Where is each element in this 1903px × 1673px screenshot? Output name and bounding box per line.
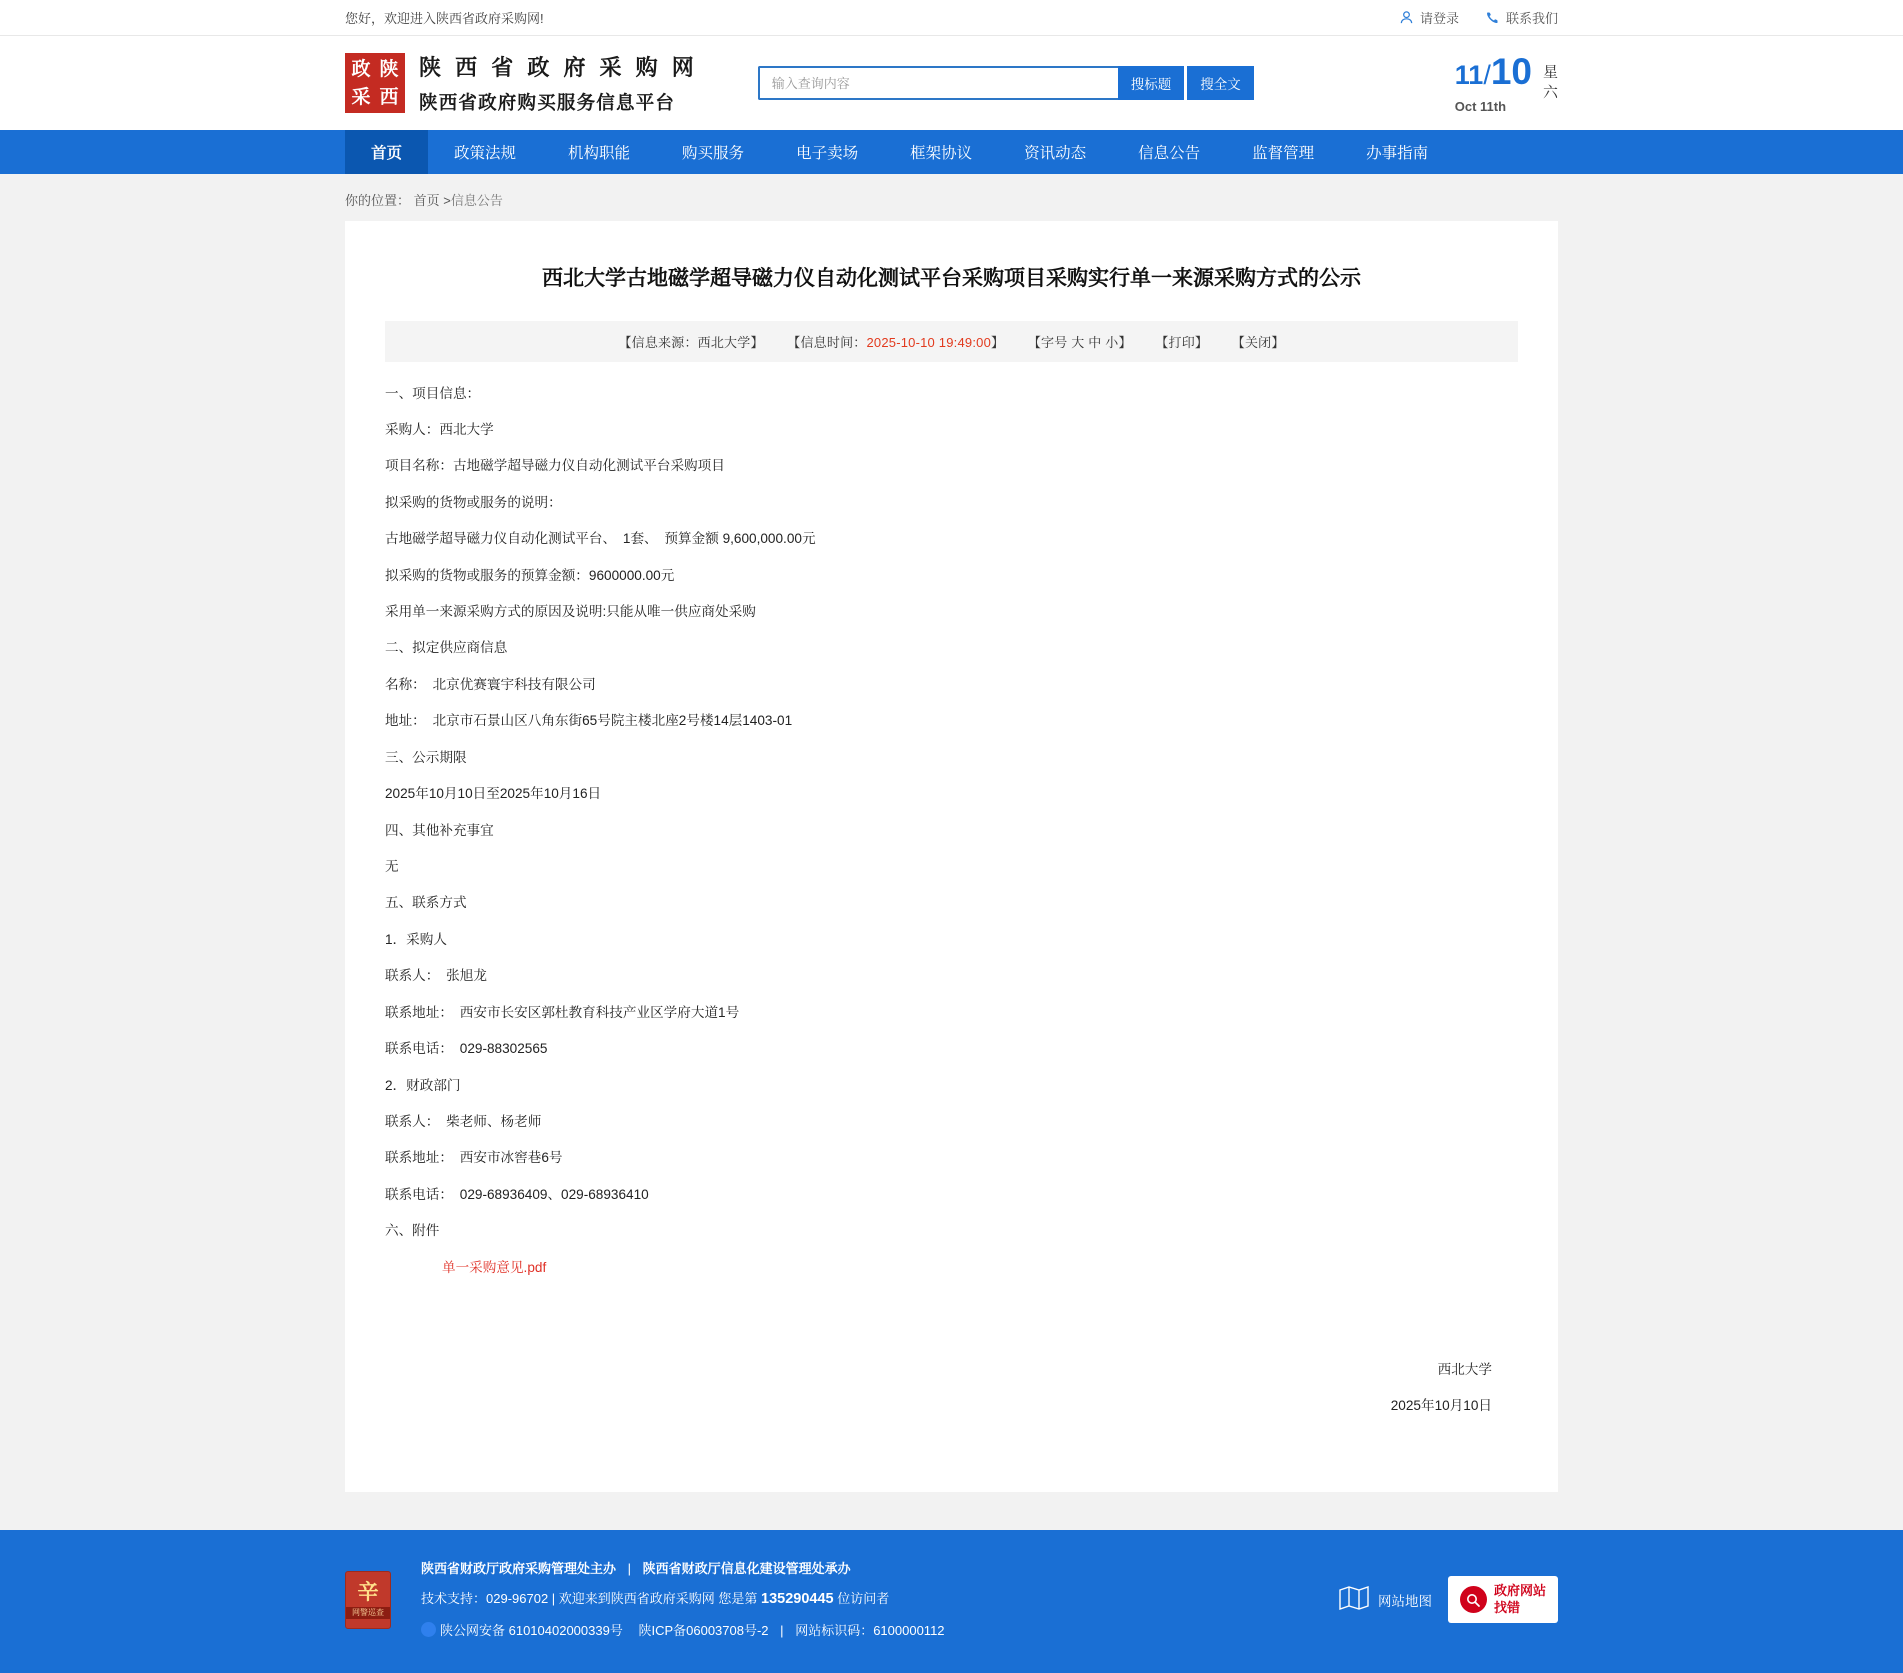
nav-item-news[interactable]: 资讯动态 bbox=[1024, 145, 1087, 162]
nav-item-policy[interactable]: 政策法规 bbox=[454, 145, 517, 162]
meta-source-close: 】 bbox=[750, 334, 764, 350]
font-medium-button[interactable]: 中 bbox=[1088, 334, 1102, 350]
weekday-line1: 星 bbox=[1542, 63, 1558, 81]
report-error-button[interactable] bbox=[1448, 1576, 1558, 1623]
magnifier-icon bbox=[1460, 1586, 1487, 1613]
search-fulltext-button[interactable]: 搜全文 bbox=[1187, 66, 1254, 100]
search-title-button[interactable]: 搜标题 bbox=[1118, 66, 1185, 100]
article-line: 六、附件 bbox=[385, 1223, 440, 1239]
article-line: 名称： 北京优赛寰宇科技有限公司 bbox=[385, 676, 596, 692]
print-button[interactable]: 【打印】 bbox=[1155, 334, 1209, 350]
site-header bbox=[0, 36, 1903, 130]
article-title: 西北大学古地磁学超导磁力仪自动化测试平台采购项目采购实行单一来源采购方式的公示 bbox=[542, 267, 1361, 290]
article-line: 拟采购的货物或服务的说明： bbox=[385, 494, 562, 510]
brand-block[interactable] bbox=[345, 51, 698, 115]
date-widget bbox=[1454, 50, 1558, 114]
seal-label: 网警巡查 bbox=[346, 1607, 390, 1619]
phone-icon bbox=[1485, 10, 1500, 25]
sitemap-link[interactable] bbox=[1339, 1585, 1432, 1614]
meta-fontsize-close: 】 bbox=[1118, 334, 1132, 350]
article-line: 联系地址： 西安市长安区郭杜教育科技产业区学府大道1号 bbox=[385, 1004, 740, 1020]
breadcrumb-current: 信息公告 bbox=[450, 193, 503, 208]
site-title: 陕 西 省 政 府 采 购 网 bbox=[419, 55, 698, 80]
footer-divider-2: | bbox=[780, 1622, 784, 1638]
logo-char-2: 陕 bbox=[379, 57, 399, 80]
breadcrumb-prefix: 你的位置： bbox=[345, 193, 411, 208]
article-line: 联系电话： 029-68936409、029-68936410 bbox=[385, 1186, 649, 1202]
report-error-line1: 政府网站 bbox=[1493, 1583, 1546, 1599]
logo-char-1: 政 bbox=[351, 57, 371, 80]
nav-item-functions[interactable]: 机构职能 bbox=[568, 145, 631, 162]
article-line: 四、其他补充事宜 bbox=[385, 822, 494, 838]
article-line: 古地磁学超导磁力仪自动化测试平台、 1套、 预算金额 9,600,000.00元 bbox=[385, 531, 816, 547]
site-identifier: 网站标识码：6100000112 bbox=[795, 1622, 945, 1638]
article-line: 2025年10月10日至2025年10月16日 bbox=[385, 786, 602, 802]
contact-label: 联系我们 bbox=[1505, 11, 1558, 26]
weekday-line2: 六 bbox=[1542, 84, 1558, 101]
date-day: 10 bbox=[1490, 50, 1532, 92]
site-footer bbox=[0, 1530, 1903, 1673]
footer-operator: 陕西省财政厅信息化建设管理处承办 bbox=[642, 1561, 851, 1577]
article-line: 五、联系方式 bbox=[385, 895, 467, 911]
footer-host: 陕西省财政厅政府采购管理处主办 bbox=[421, 1561, 617, 1577]
date-month: 11 bbox=[1454, 59, 1484, 90]
gov-security-record-link[interactable]: 陕公网安备 61010402000339号 bbox=[440, 1622, 623, 1638]
search-input[interactable] bbox=[758, 66, 1118, 100]
article-line: 2．财政部门 bbox=[385, 1077, 461, 1093]
footer-divider: | bbox=[627, 1561, 632, 1577]
breadcrumb-separator: > bbox=[443, 193, 451, 208]
article-line: 联系人： 柴老师、杨老师 bbox=[385, 1113, 542, 1129]
meta-source-label: 【信息来源： bbox=[618, 334, 698, 350]
police-badge-icon bbox=[421, 1622, 436, 1637]
login-label: 请登录 bbox=[1419, 11, 1459, 26]
article-line: 项目名称：古地磁学超导磁力仪自动化测试平台采购项目 bbox=[385, 458, 725, 474]
logo-char-3: 采 bbox=[351, 85, 371, 108]
article-body bbox=[385, 362, 1518, 1287]
nav-item-emarket[interactable]: 电子卖场 bbox=[796, 145, 859, 162]
logo-char-4: 西 bbox=[379, 85, 399, 108]
meta-time-value: 2025-10-10 19:49:00 bbox=[866, 334, 991, 350]
user-icon bbox=[1399, 10, 1414, 25]
footer-support: 技术支持：029-96702 | 欢迎来到陕西省政府采购网 您是第 bbox=[421, 1591, 758, 1607]
article-line: 三、公示期限 bbox=[385, 749, 467, 765]
article-line: 地址： 北京市石景山区八角东街65号院主楼北座2号楼14层1403-01 bbox=[385, 713, 793, 729]
article-line: 无 bbox=[385, 858, 399, 874]
article-line: 二、拟定供应商信息 bbox=[385, 640, 508, 656]
breadcrumb bbox=[0, 174, 1903, 221]
article-line: 采用单一来源采购方式的原因及说明:只能从唯一供应商处采购 bbox=[385, 604, 756, 620]
visitor-count: 135290445 bbox=[761, 1591, 834, 1608]
article-line: 采购人：西北大学 bbox=[385, 421, 494, 437]
font-small-button[interactable]: 小 bbox=[1105, 334, 1119, 350]
meta-source-value: 西北大学 bbox=[697, 334, 751, 350]
article-line: 1．采购人 bbox=[385, 931, 447, 947]
nav-item-guide[interactable]: 办事指南 bbox=[1366, 145, 1429, 162]
article-line: 联系地址： 西安市冰窖巷6号 bbox=[385, 1150, 563, 1166]
article-card bbox=[345, 221, 1558, 1492]
attachment-link[interactable]: 单一采购意见.pdf bbox=[442, 1259, 547, 1275]
signoff-organization: 西北大学 bbox=[1437, 1362, 1492, 1378]
close-button[interactable]: 【关闭】 bbox=[1231, 334, 1285, 350]
date-slash: / bbox=[1483, 59, 1491, 90]
nav-item-supervision[interactable]: 监督管理 bbox=[1252, 145, 1315, 162]
meta-time-close: 】 bbox=[991, 334, 1005, 350]
search-area bbox=[758, 66, 1254, 100]
article-line: 一、项目信息： bbox=[385, 385, 481, 401]
meta-time-label: 【信息时间： bbox=[787, 334, 867, 350]
nav-item-framework-agreement[interactable]: 框架协议 bbox=[910, 145, 973, 162]
welcome-text: 您好，欢迎进入陕西省政府采购网! bbox=[345, 11, 544, 26]
icp-record-link[interactable]: 陕ICP备06003708号-2 bbox=[638, 1622, 769, 1638]
meta-fontsize-label: 【字号 bbox=[1027, 334, 1068, 350]
site-subtitle: 陕西省政府购买服务信息平台 bbox=[419, 92, 676, 113]
date-english: Oct 11th bbox=[1454, 98, 1507, 114]
login-link[interactable] bbox=[1399, 8, 1459, 27]
font-large-button[interactable]: 大 bbox=[1071, 334, 1085, 350]
article-line: 联系人： 张旭龙 bbox=[385, 968, 487, 984]
article-meta-bar bbox=[385, 321, 1518, 362]
nav-item-home[interactable]: 首页 bbox=[345, 130, 428, 174]
article-line: 拟采购的货物或服务的预算金额：9600000.00元 bbox=[385, 567, 675, 583]
contact-link[interactable] bbox=[1485, 8, 1558, 27]
site-logo bbox=[345, 53, 405, 113]
police-seal-icon bbox=[345, 1571, 391, 1629]
signoff-date: 2025年10月10日 bbox=[1390, 1398, 1492, 1414]
report-error-line2: 找错 bbox=[1493, 1599, 1520, 1615]
breadcrumb-home[interactable]: 首页 bbox=[413, 193, 440, 208]
nav-item-announcements[interactable]: 信息公告 bbox=[1138, 145, 1201, 162]
main-nav bbox=[0, 130, 1903, 174]
map-icon bbox=[1339, 1585, 1369, 1614]
seal-char: 辛 bbox=[357, 1581, 379, 1605]
article-line: 联系电话： 029-88302565 bbox=[385, 1041, 548, 1057]
top-utility-bar bbox=[0, 0, 1903, 36]
article-signoff bbox=[385, 1350, 1518, 1422]
sitemap-label: 网站地图 bbox=[1377, 1593, 1432, 1609]
nav-item-purchase-service[interactable]: 购买服务 bbox=[682, 145, 745, 162]
footer-visitor-suffix: 位访问者 bbox=[837, 1591, 890, 1607]
